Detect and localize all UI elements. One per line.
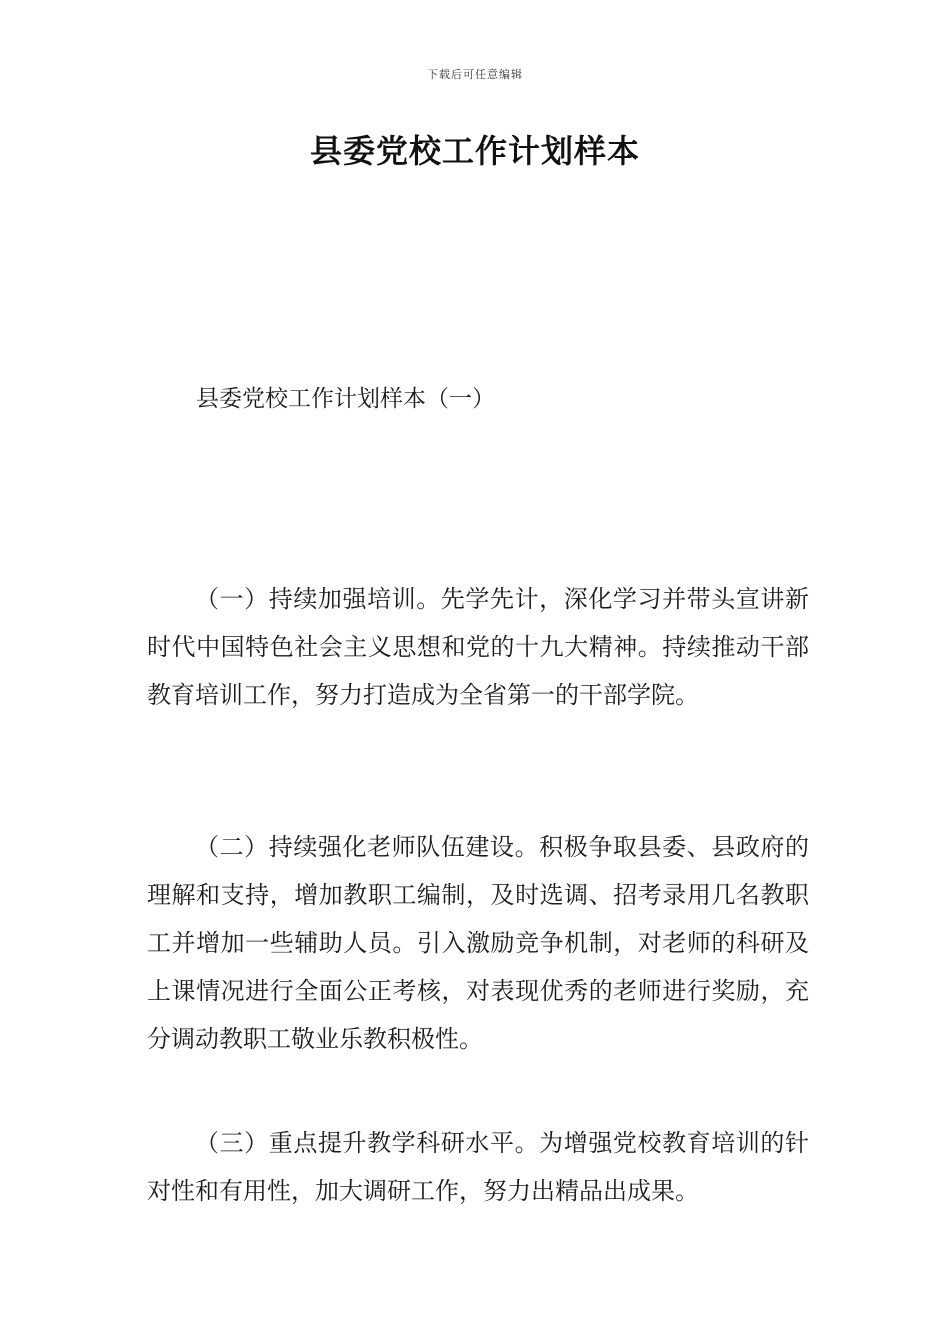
document-title: 县委党校工作计划样本 <box>309 132 640 170</box>
header-note: 下载后可任意编辑 <box>427 68 523 81</box>
paragraph-1: （一）持续加强培训。先学先计，深化学习并带头宣讲新时代中国特色社会主义思想和党的十九大精神。持续推动干部教育培训工作，努力打造成为全省第一的干部学院。 <box>147 585 809 709</box>
section-subtitle: 县委党校工作计划样本（一） <box>196 386 495 412</box>
paragraph-2: （二）持续强化老师队伍建设。积极争取县委、县政府的理解和支持，增加教职工编制，及时选调、招考录用几名教职工并增加一些辅助人员。引入激励竞争机制，对老师的科研及上课情况进行全面公正考核，对表现优秀的老师进行奖励，充分调动教职工敬业乐教积极性。 <box>147 833 809 1053</box>
paragraph-3: （三）重点提升教学科研水平。为增强党校教育培训的针对性和有用性，加大调研工作，努力出精品出成果。 <box>147 1129 809 1205</box>
